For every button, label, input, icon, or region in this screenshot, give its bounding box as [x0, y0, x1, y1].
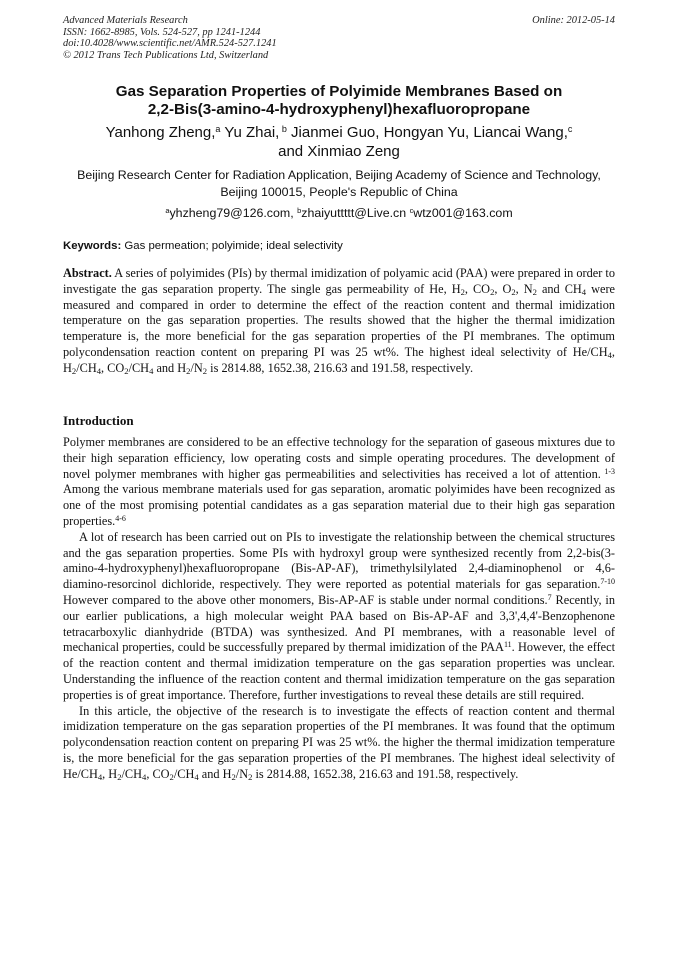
abstract-text: , O [494, 281, 512, 296]
paragraph-text: Among the various membrane materials used for gas separation, aromatic polyimides have been recognized as one of the most promising potential candidates as a gas separation material due to their high gas separation properties. [63, 482, 615, 528]
subscript: 4 [149, 365, 154, 376]
author-3: Jianmei Guo, Hongyan Yu, Liancai Wang, [286, 124, 568, 141]
author-list [63, 124, 615, 161]
publication-header [63, 15, 615, 61]
email-a-marker: a [165, 205, 170, 215]
paragraph-text: A lot of research has been carried out on PIs to investigate the relationship between the chemical structures and the gas separation properties. Some PIs with hydroxyl group were synthesized recently from 2,2-bis(3-amino-4-hydroxyphenyl)hexafluoropropane (Bis-AP-AF), trimethylsilylated 2,4-diaminophenol or 4,6-diamino-resorcinol dichloride, respectively. They were reported as potential materials for gas separation. [63, 529, 615, 592]
email-c-marker: c [409, 205, 414, 215]
abstract-label: Abstract. [63, 266, 112, 280]
author-2-affil: b [279, 124, 287, 135]
abstract-text: , CO [464, 281, 491, 296]
paragraph-2 [63, 530, 615, 704]
email-a[interactable]: yhzheng79@126.com, [169, 206, 298, 220]
subscript: 4 [581, 286, 587, 297]
online-date: Online: 2012-05-14 [532, 15, 615, 26]
subscript: 2 [490, 286, 495, 297]
subscript: 4 [607, 350, 612, 361]
keywords-text: Gas permeation; polyimide; ideal selectivity [121, 240, 343, 252]
email-c[interactable]: wtz001@163.com [413, 206, 513, 220]
citation-ref[interactable]: 7 [547, 592, 552, 602]
abstract-text: and CH [536, 281, 582, 296]
paragraph-text: In this article, the objective of the research is to investigate the effects of reaction content and thermal imidization temperature on the gas separation properties of the PI membranes. It was found that the optimum polycondensation reaction content on preparing PI was 25 wt%. the higher the thermal imidization temperature is, the more beneficial for the gas separation properties of the PI membranes. The highest ideal selectivity of He/CH [63, 703, 615, 781]
subscript: 4 [96, 365, 102, 376]
title-line-2: 2,2-Bis(3-amino-4-hydroxyphenyl)hexafluoropropane [147, 101, 531, 119]
paragraph-text: , H [102, 766, 118, 781]
abstract-text: were measured and compared in order to determine the effect of the reaction content and thermal imidization temperature on the gas separation properties. The results showed that the higher the thermal imidization temperature is, the more beneficial for the gas separation properties of the PI membranes. The optimum polycondensation reaction content on preparing PI was 25 wt%. The highest ideal selectivity of He/CH [63, 281, 616, 359]
paragraph-text: is 2814.88, 1652.38, 216.63 and 191.58, respectively. [252, 766, 519, 781]
paragraph-text: . However, the effect of the reaction content and thermal imidization temperature on the gas separation properties was unclear. Understanding the influence of the reaction content and thermal imidization temperature on the gas separation properties is of great importance. Therefore, further investigations to reveal these details are still required. [63, 640, 616, 702]
subscript: 2 [169, 771, 174, 782]
title-line-1: Gas Separation Properties of Polyimide Membranes Based on [115, 83, 563, 100]
citation-ref[interactable]: 11 [503, 640, 512, 650]
abstract-text: , H [63, 344, 615, 375]
paragraph-text: Polymer membranes are considered to be an effective technology for the separation of gaseous mixtures due to their high separation efficiency, low operating costs and simple operating procedures. The development of novel polymer membranes with higher gas permeabilities and selectivities has received a lot of attention. [63, 435, 615, 481]
affiliation-line-1: Beijing Research Center for Radiation Application, Beijing Academy of Science and Technology, [77, 168, 601, 182]
paragraph-text: and H [198, 766, 232, 781]
keywords [63, 239, 615, 253]
paragraph-text: Recently, in our earlier publications, a high molecular weight PAA based on Bis-AP-AF and 3,3',4,4'-Benzophenone tetracarboxylic dianhydride (BTDA) was synthesized. And PI membranes, with a reasonable level of mechanical properties, could be successfully prepared by thermal imidization of the PAA [63, 592, 615, 655]
email-b-marker: b [297, 205, 302, 215]
author-line-1 [63, 124, 615, 143]
subscript: 2 [248, 771, 253, 782]
subscript: 4 [194, 771, 199, 782]
introduction-body [63, 435, 615, 783]
subscript: 2 [532, 286, 537, 297]
paragraph-text: /CH [121, 766, 142, 781]
paragraph-text: /CH [173, 766, 195, 781]
citation-ref[interactable]: 1-3 [600, 466, 615, 476]
abstract-text: is 2814.88, 1652.38, 216.63 and 191.58, respectively. [207, 360, 474, 375]
paper-title [63, 83, 615, 120]
author-line-2: and Xinmiao Zeng [278, 142, 400, 160]
paragraph-text: However compared to the above other monomers, Bis-AP-AF is stable under normal conditions. [63, 592, 548, 607]
author-emails [63, 205, 615, 221]
citation-ref[interactable]: 7-10 [600, 577, 615, 587]
paragraph-3 [63, 704, 615, 783]
subscript: 2 [202, 365, 208, 376]
subscript: 2 [124, 365, 129, 376]
email-b[interactable]: zhaiyuttttt@Live.cn [301, 206, 410, 220]
doi-line[interactable]: doi:10.4028/www.scientific.net/AMR.524-527.1241 [63, 38, 277, 50]
abstract-text: A series of polyimides (PIs) by thermal imidization of polyamic acid (PAA) were prepared in order to investigate the gas separation property. The single gas permeability of He, H [63, 266, 615, 296]
abstract-text: /CH [76, 360, 97, 375]
paragraph-text: /N [235, 766, 249, 781]
subscript: 2 [231, 771, 236, 782]
author-3-affil: c [567, 124, 573, 135]
author-1-affil: a [215, 124, 221, 135]
keywords-label: Keywords: [63, 240, 122, 252]
issn-line: ISSN: 1662-8985, Vols. 524-527, pp 1241-1244 [63, 26, 261, 38]
abstract-text: and H [153, 360, 187, 375]
abstract [63, 266, 615, 377]
citation-ref[interactable]: 4-6 [115, 514, 126, 523]
subscript: 2 [71, 365, 77, 376]
journal-name: Advanced Materials Research [63, 15, 188, 26]
subscript: 4 [97, 771, 103, 782]
abstract-text: , CO [101, 360, 125, 375]
abstract-text: /CH [128, 360, 150, 375]
subscript: 2 [117, 771, 122, 782]
subscript: 2 [186, 365, 191, 376]
paragraph-text: , CO [146, 766, 170, 781]
subscript: 4 [142, 771, 147, 782]
copyright-line: © 2012 Trans Tech Publications Ltd, Switzerland [63, 49, 269, 61]
affiliation-line-2: Beijing 100015, People's Republic of China [220, 184, 458, 199]
section-heading-introduction: Introduction [63, 413, 134, 428]
subscript: 2 [460, 286, 465, 297]
author-2: Yu Zhai, [220, 124, 280, 141]
paragraph-1 [63, 435, 615, 530]
abstract-text: , N [515, 281, 533, 296]
affiliation [63, 167, 615, 200]
abstract-text: /N [190, 360, 203, 375]
author-1: Yanhong Zheng, [105, 124, 216, 141]
subscript: 2 [511, 286, 516, 297]
